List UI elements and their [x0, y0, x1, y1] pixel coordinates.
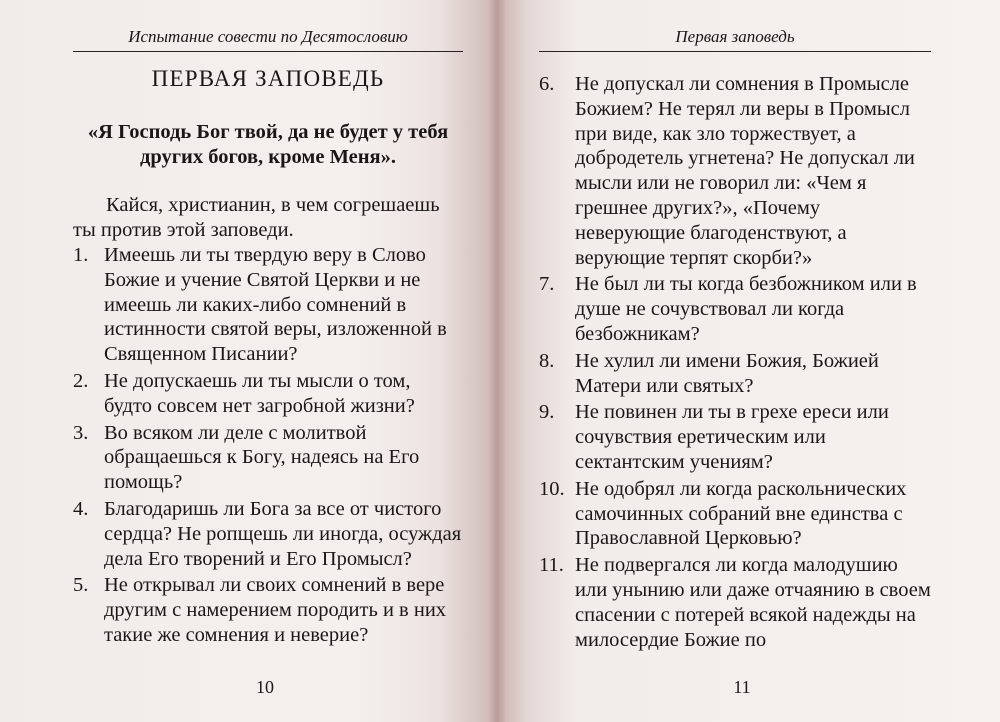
- book-gutter-shadow: [488, 0, 506, 722]
- item-text: Имеешь ли ты твердую веру в Слово Божие и учение Святой Церкви и не имеешь ли каких-либо сомнений в истинности святой веры, изложенной в Священном Писании?: [104, 244, 447, 366]
- item-number: 7.: [539, 273, 555, 296]
- page-title: ПЕРВАЯ ЗАПОВЕДЬ: [151, 66, 385, 91]
- item-text: Благодаришь ли Бога за все от чистого сердца? Не ропщешь ли иногда, осуждая дела Его творений и Его Промысл?: [104, 497, 462, 570]
- item-number: 10.: [539, 477, 565, 500]
- right-page: [497, 0, 1000, 722]
- intro-paragraph: Кайся, христианин, в чем согрешаешь ты против этой заповеди.: [73, 194, 440, 241]
- list-item: [73, 369, 463, 419]
- list-item: [73, 421, 463, 495]
- list-item: [539, 553, 933, 652]
- left-page-number: 10: [256, 677, 274, 697]
- item-number: 8.: [539, 349, 555, 372]
- commandment-quote: «Я Господь Бог твой, да не будет у тебя других богов, кроме Меня».: [87, 121, 449, 168]
- item-text: Не был ли ты когда безбожником или в душе не сочувствовал ли когда безбожникам?: [575, 273, 917, 345]
- list-item: [73, 573, 463, 647]
- left-page: [0, 0, 497, 722]
- item-number: 1.: [73, 244, 89, 266]
- left-question-list: [73, 243, 463, 650]
- item-number: 6.: [539, 73, 555, 95]
- list-item: [539, 349, 933, 399]
- item-text: Не хулил ли имени Божия, Божией Матери или святых?: [575, 349, 879, 397]
- item-text: Не одобрял ли когда раскольнических самочинных собраний вне единства с Православной Церковью?: [575, 477, 907, 550]
- list-item: [539, 272, 933, 346]
- item-number: 4.: [73, 497, 89, 520]
- item-text: Во всяком ли деле с молитвой обращаешься к Богу, надеясь на Его помощь?: [104, 421, 420, 494]
- list-item: [73, 243, 463, 367]
- list-item: [539, 400, 933, 474]
- item-number: 2.: [73, 369, 89, 392]
- item-number: 9.: [539, 401, 555, 424]
- list-item: [539, 72, 933, 270]
- left-running-head: Испытание совести по Десятословию: [73, 27, 463, 52]
- item-text: Не допускал ли сомнения в Промысле Божием? Не терял ли веры в Промысл при виде, как зло торжествует, а добродетель угнетена? Не допускал ли мысли или не говорил ли: «Чем я грешнее других?», «Почему неверующие благоденствуют, а верующие терпят скорби?»: [575, 73, 915, 269]
- item-text: Не допускаешь ли ты мысли о том, будто совсем нет загробной жизни?: [104, 369, 415, 417]
- right-page-number: 11: [733, 677, 751, 697]
- list-item: [539, 477, 933, 551]
- item-number: 3.: [73, 421, 89, 444]
- right-question-list: [539, 72, 933, 654]
- item-number: 5.: [73, 574, 89, 597]
- item-text: Не открывал ли своих сомнений в вере другим с намерением породить и в них такие же сомнения и неверие?: [104, 574, 447, 646]
- right-running-head: Первая заповедь: [539, 27, 931, 52]
- item-text: Не повинен ли ты в грехе ереси или сочувствия еретическим или сектантским учениям?: [575, 401, 889, 473]
- item-number: 11.: [539, 554, 564, 577]
- item-text: Не подвергался ли когда малодушию или унынию или даже отчаянию в своем спасении с потерей всякой надежды на милосердие Божие по: [575, 554, 931, 651]
- list-item: [73, 497, 463, 571]
